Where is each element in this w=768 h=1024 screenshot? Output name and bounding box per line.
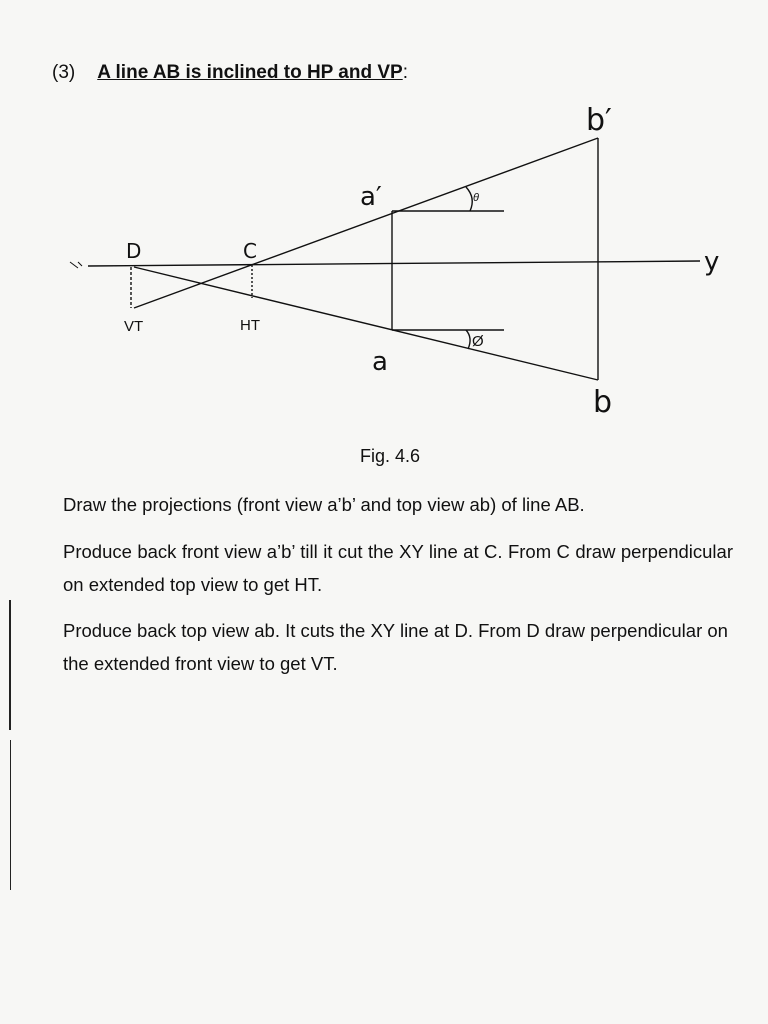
front-view-line	[134, 138, 598, 308]
instruction-paragraph-1: Draw the projections (front view a’b’ and top view ab) of line AB.	[63, 494, 585, 515]
label-ht: HT	[240, 317, 260, 334]
label-vt: VT	[124, 318, 144, 335]
label-a: a	[372, 347, 388, 377]
page-margin-line	[9, 600, 11, 730]
top-view-line	[134, 267, 598, 380]
question-number: (3)	[52, 62, 76, 83]
label-theta: θ	[473, 192, 479, 204]
label-b: b	[593, 385, 613, 420]
page-margin-line-lower	[10, 740, 11, 890]
question-title: A line AB is inclined to HP and VP	[97, 62, 403, 83]
figure-caption: Fig. 4.6	[360, 446, 421, 466]
x-mark	[70, 262, 82, 268]
label-phi: Ø	[472, 333, 484, 350]
instruction-paragraph-3: Produce back top view ab. It cuts the XY line at D. From D draw perpendicular on the extended front view to get VT.	[63, 620, 728, 674]
projection-diagram	[0, 0, 768, 440]
label-c: C	[243, 239, 257, 263]
heading-colon: :	[402, 62, 408, 83]
label-b-prime: b′	[586, 103, 612, 138]
theta-arc	[466, 187, 472, 211]
instruction-paragraph-2: Produce back front view a’b’ till it cut the XY line at C. From C draw perpendicular on extended top view to get HT.	[63, 541, 733, 595]
label-y: y	[704, 247, 720, 277]
label-d: D	[126, 239, 142, 263]
phi-arc	[466, 330, 470, 349]
xy-line	[88, 261, 700, 266]
label-a-prime: a′	[360, 182, 382, 212]
